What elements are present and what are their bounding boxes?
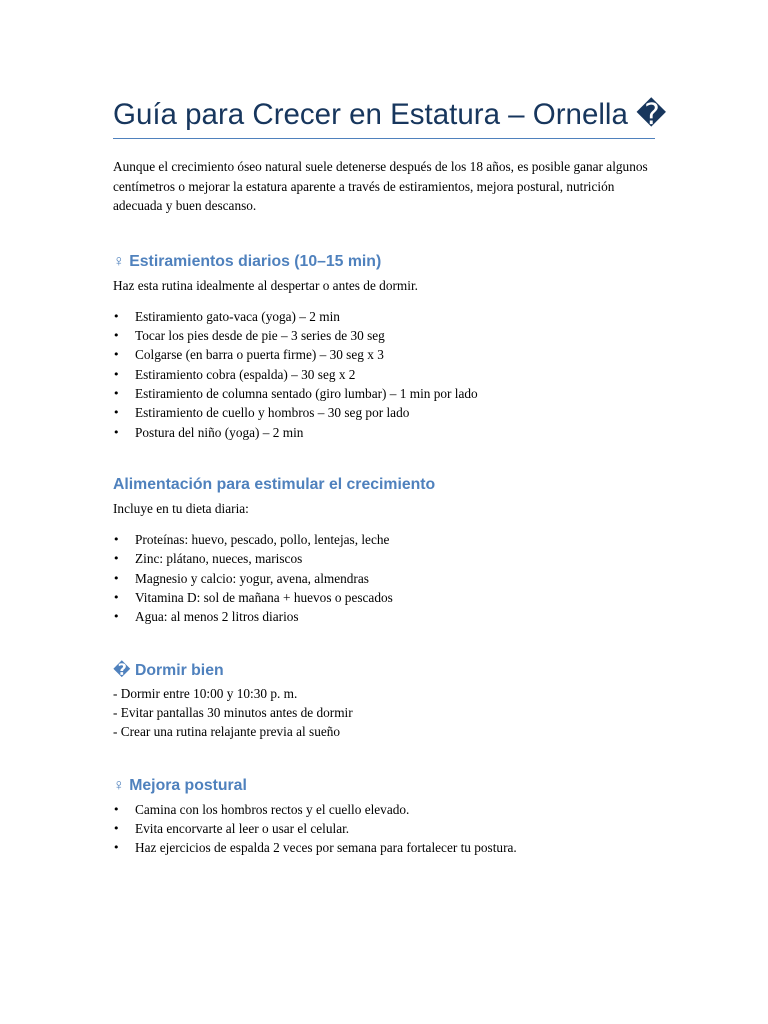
stretching-list-item xyxy=(113,403,658,422)
stretching-list-item xyxy=(113,423,658,442)
posture-list-item xyxy=(113,800,658,819)
title-divider xyxy=(113,138,655,139)
stretching-list-item xyxy=(113,345,658,364)
stretching-list-item-text: Colgarse (en barra o puerta firme) – 30 seg x 3 xyxy=(135,347,384,363)
stretching-list-item xyxy=(113,365,658,384)
nutrition-list-item xyxy=(113,588,658,607)
stretching-list-item-text: Tocar los pies desde de pie – 3 series de 30 seg xyxy=(135,328,385,344)
nutrition-list-item-text: Zinc: plátano, nueces, mariscos xyxy=(135,551,303,567)
nutrition-list-item-text: Proteínas: huevo, pescado, pollo, lentejas, leche xyxy=(135,532,390,548)
bullet-icon: • xyxy=(113,591,120,605)
nutrition-list-item xyxy=(113,607,658,626)
sleep-heading: � Dormir bien xyxy=(113,661,224,679)
stretching-list-item-text: Estiramiento de columna sentado (giro lumbar) – 1 min por lado xyxy=(135,385,478,401)
stretching-heading: ♀ Estiramientos diarios (10–15 min) xyxy=(113,252,382,270)
sleep-line: - Crear una rutina relajante previa al sueño xyxy=(113,724,341,740)
bullet-icon: • xyxy=(113,571,120,585)
posture-list xyxy=(113,800,658,858)
bullet-icon: • xyxy=(113,610,120,624)
nutrition-subtitle: Incluye en tu dieta diaria: xyxy=(113,500,249,516)
posture-list-item xyxy=(113,838,658,857)
bullet-icon: • xyxy=(113,841,120,855)
nutrition-list xyxy=(113,530,658,626)
sleep-lines xyxy=(113,684,658,742)
posture-list-item-text: Camina con los hombros rectos y el cuello elevado. xyxy=(135,801,410,817)
nutrition-list-item-text: Agua: al menos 2 litros diarios xyxy=(135,609,299,625)
sleep-line: - Dormir entre 10:00 y 10:30 p. m. xyxy=(113,685,298,701)
stretching-list-item-text: Estiramiento gato-vaca (yoga) – 2 min xyxy=(135,308,340,324)
stretching-list-item xyxy=(113,326,658,345)
nutrition-list-item-text: Magnesio y calcio: yogur, avena, almendras xyxy=(135,570,369,586)
bullet-icon: • xyxy=(113,406,120,420)
nutrition-list-item xyxy=(113,569,658,588)
sleep-line: - Evitar pantallas 30 minutos antes de dormir xyxy=(113,704,353,720)
stretching-list-item xyxy=(113,384,658,403)
bullet-icon: • xyxy=(113,552,120,566)
document-page xyxy=(113,0,667,857)
bullet-icon: • xyxy=(113,367,120,381)
bullet-icon: • xyxy=(113,425,120,439)
intro-paragraph: Aunque el crecimiento óseo natural suele detenerse después de los 18 años, es posible ganar algunos centímetros o mejorar la estatura aparente a través de estiramientos, mejora postural, nutrición adecuada y buen descanso. xyxy=(113,159,648,213)
stretching-list-item xyxy=(113,307,658,326)
bullet-icon: • xyxy=(113,821,120,835)
nutrition-list-item xyxy=(113,530,658,549)
posture-list-item xyxy=(113,819,658,838)
page-title: Guía para Crecer en Estatura – Ornella � xyxy=(113,98,667,131)
stretching-list xyxy=(113,307,658,442)
nutrition-list-item-text: Vitamina D: sol de mañana + huevos o pescados xyxy=(135,590,393,606)
stretching-list-item-text: Estiramiento cobra (espalda) – 30 seg x 2 xyxy=(135,366,356,382)
posture-list-item-text: Haz ejercicios de espalda 2 veces por semana para fortalecer tu postura. xyxy=(135,840,517,856)
bullet-icon: • xyxy=(113,348,120,362)
bullet-icon: • xyxy=(113,309,120,323)
nutrition-list-item xyxy=(113,549,658,568)
stretching-list-item-text: Postura del niño (yoga) – 2 min xyxy=(135,424,304,440)
nutrition-heading: Alimentación para estimular el crecimiento xyxy=(113,475,436,493)
bullet-icon: • xyxy=(113,802,120,816)
stretching-list-item-text: Estiramiento de cuello y hombros – 30 seg por lado xyxy=(135,405,410,421)
bullet-icon: • xyxy=(113,533,120,547)
bullet-icon: • xyxy=(113,386,120,400)
bullet-icon: • xyxy=(113,329,120,343)
stretching-subtitle: Haz esta rutina idealmente al despertar o antes de dormir. xyxy=(113,277,418,293)
posture-list-item-text: Evita encorvarte al leer o usar el celular. xyxy=(135,820,350,836)
posture-heading: ♀ Mejora postural xyxy=(113,776,247,794)
